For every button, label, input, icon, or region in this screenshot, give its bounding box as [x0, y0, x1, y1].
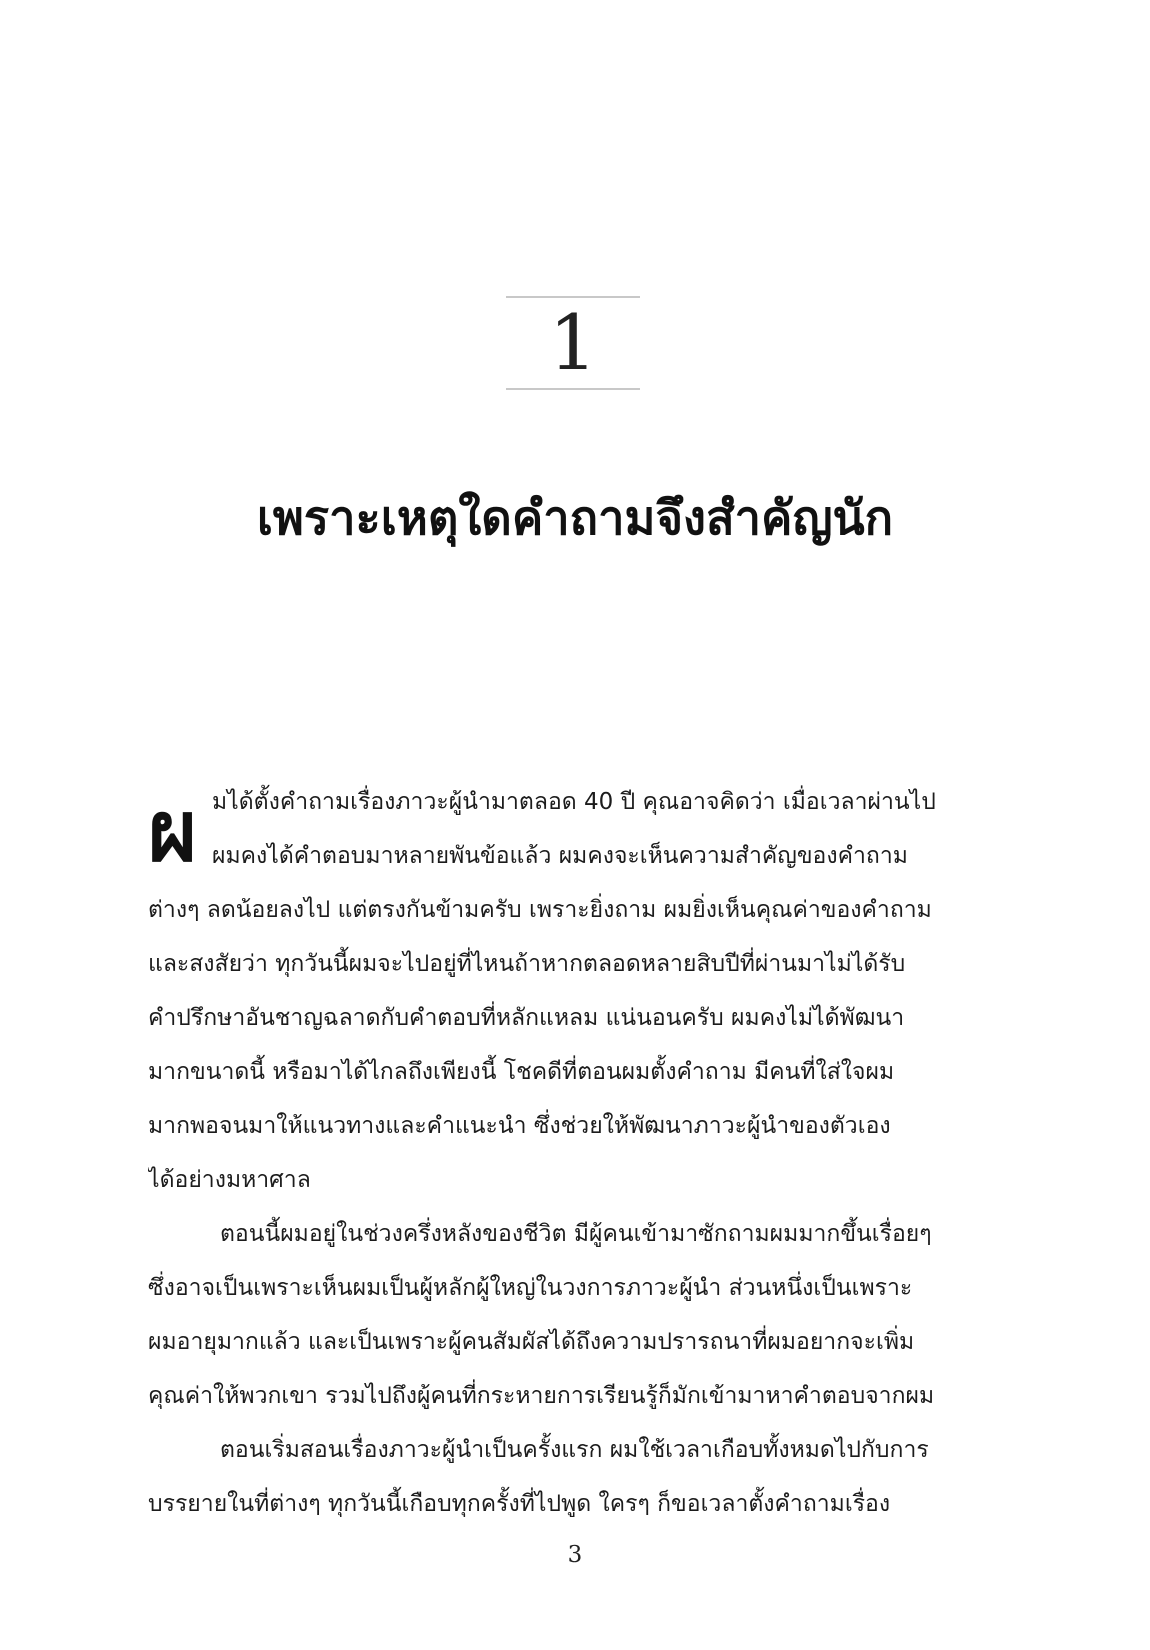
chapter-number-block [506, 296, 640, 392]
chapter-title: เพราะเหตุใดคำถามจึงสำคัญนัก [256, 491, 894, 546]
body-line: ได้อย่างมหาศาล [148, 1167, 311, 1193]
body-line: ผมอายุมากแล้ว และเป็นเพราะผู้คนสัมผัสได้ถึงความปรารถนาที่ผมอยากจะเพิ่ม [148, 1329, 915, 1355]
page-number: 3 [567, 1542, 583, 1568]
body-line: บรรยายในที่ต่างๆ ทุกวันนี้เกือบทุกครั้งที่ไปพูด ใครๆ ก็ขอเวลาตั้งคำถามเรื่อง [148, 1491, 891, 1517]
body-line: คำปรึกษาอันชาญฉลาดกับคำตอบที่หลักแหลม แน่นอนครับ ผมคงไม่ได้พัฒนา [148, 1005, 905, 1031]
body-line: ตอนนี้ผมอยู่ในช่วงครึ่งหลังของชีวิต มีผู้คนเข้ามาซักถามผมมากขึ้นเรื่อยๆ [220, 1221, 932, 1247]
body-text [148, 775, 1003, 1531]
body-line: มากขนาดนี้ หรือมาได้ไกลถึงเพียงนี้ โชคดีที่ตอนผมตั้งคำถาม มีคนที่ใส่ใจผม [148, 1059, 895, 1085]
body-line: ซึ่งอาจเป็นเพราะเห็นผมเป็นผู้หลักผู้ใหญ่ในวงการภาวะผู้นำ ส่วนหนึ่งเป็นเพราะ [148, 1275, 913, 1301]
drop-cap: ผ [148, 782, 198, 880]
body-line: ต่างๆ ลดน้อยลงไป แต่ตรงกันข้ามครับ เพราะยิ่งถาม ผมยิ่งเห็นคุณค่าของคำถาม [148, 897, 932, 923]
chapter-number: 1 [548, 298, 598, 387]
body-line: คุณค่าให้พวกเขา รวมไปถึงผู้คนที่กระหายการเรียนรู้ก็มักเข้ามาหาคำตอบจากผม [148, 1383, 935, 1409]
body-line: มากพอจนมาให้แนวทางและคำแนะนำ ซึ่งช่วยให้พัฒนาภาวะผู้นำของตัวเอง [148, 1113, 891, 1139]
bottom-rule [506, 388, 640, 390]
body-line: และสงสัยว่า ทุกวันนี้ผมจะไปอยู่ที่ไหนถ้าหากตลอดหลายสิบปีที่ผ่านมาไม่ได้รับ [148, 951, 906, 977]
body-line: ตอนเริ่มสอนเรื่องภาวะผู้นำเป็นครั้งแรก ผมใช้เวลาเกือบทั้งหมดไปกับการ [220, 1437, 929, 1463]
body-line: ผมคงได้คำตอบมาหลายพันข้อแล้ว ผมคงจะเห็นความสำคัญของคำถาม [212, 843, 908, 869]
body-line: มได้ตั้งคำถามเรื่องภาวะผู้นำมาตลอด 40 ปี คุณอาจคิดว่า เมื่อเวลาผ่านไป [212, 789, 936, 815]
